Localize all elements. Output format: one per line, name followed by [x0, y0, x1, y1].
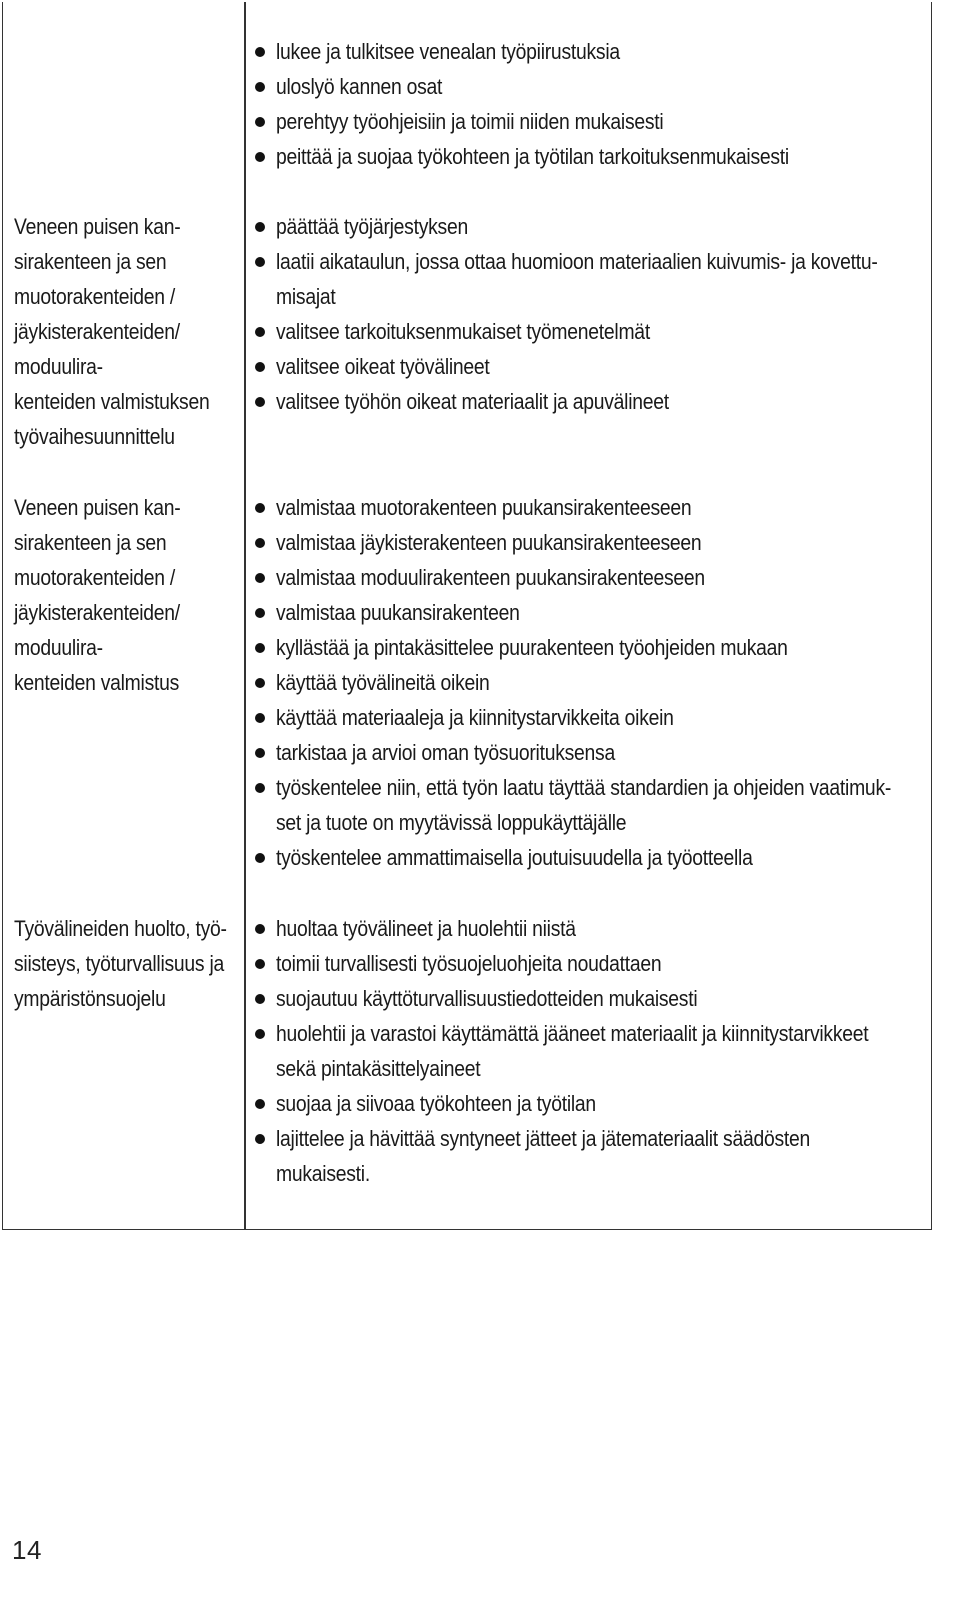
bullet-icon	[255, 82, 265, 92]
list-item: valmistaa jäykisterakenteen puukansirakenteeseen	[254, 525, 930, 560]
row-4-heading: Työvälineiden huolto, työ- siisteys, työturvallisuus ja ympäristönsuojelu	[14, 916, 227, 1011]
list-item: valitsee työhön oikeat materiaalit ja apuvälineet	[254, 384, 930, 419]
bullet-icon	[255, 117, 265, 127]
row-3-list	[254, 490, 930, 875]
list-item: huoltaa työvälineet ja huolehtii niistä	[254, 911, 930, 946]
bullet-icon	[255, 573, 265, 583]
bullet-icon	[255, 643, 265, 653]
bullet-icon	[255, 924, 265, 934]
row-2-list	[254, 209, 930, 419]
list-item: huolehtii ja varastoi käyttämättä jääneet materiaalit ja kiinnitystarvikkeet sekä pintakäsittelyaineet	[254, 1016, 930, 1086]
bullet-icon	[255, 362, 265, 372]
bullet-icon	[255, 713, 265, 723]
column-divider	[244, 2, 246, 1230]
list-item: käyttää työvälineitä oikein	[254, 665, 930, 700]
list-item: peittää ja suojaa työkohteen ja työtilan tarkoituksenmukaisesti	[254, 139, 930, 174]
list-item: lajittelee ja hävittää syntyneet jätteet ja jätemateriaalit säädösten mukaisesti.	[254, 1121, 930, 1191]
row-3-heading: Veneen puisen kan- sirakenteen ja sen muotorakenteiden / jäykisterakenteiden/ moduulira- kenteiden valmistus	[14, 495, 181, 695]
row-1-list	[254, 34, 930, 174]
bullet-icon	[255, 397, 265, 407]
list-item: työskentelee ammattimaisella joutuisuudella ja työotteella	[254, 840, 930, 875]
list-item: perehtyy työohjeisiin ja toimii niiden mukaisesti	[254, 104, 930, 139]
list-item: laatii aikataulun, jossa ottaa huomioon materiaalien kuivumis- ja kovettu- misajat	[254, 244, 930, 314]
bullet-icon	[255, 608, 265, 618]
bullet-icon	[255, 222, 265, 232]
bullet-icon	[255, 152, 265, 162]
list-item: valmistaa moduulirakenteen puukansirakenteeseen	[254, 560, 930, 595]
bullet-icon	[255, 959, 265, 969]
list-item: suojautuu käyttöturvallisuustiedotteiden mukaisesti	[254, 981, 930, 1016]
bullet-icon	[255, 1029, 265, 1039]
list-item: päättää työjärjestyksen	[254, 209, 930, 244]
list-item: valitsee oikeat työvälineet	[254, 349, 930, 384]
row-2-heading: Veneen puisen kan- sirakenteen ja sen muotorakenteiden / jäykisterakenteiden/ moduulira- kenteiden valmistuksen työvaihesuunnittelu	[14, 214, 210, 449]
list-item: valitsee tarkoituksenmukaiset työmenetelmät	[254, 314, 930, 349]
bullet-icon	[255, 748, 265, 758]
bullet-icon	[255, 678, 265, 688]
bullet-icon	[255, 994, 265, 1004]
page-number: 14	[12, 1535, 42, 1565]
list-item: valmistaa muotorakenteen puukansirakenteeseen	[254, 490, 930, 525]
bullet-icon	[255, 783, 265, 793]
list-item: uloslyö kannen osat	[254, 69, 930, 104]
list-item: työskentelee niin, että työn laatu täyttää standardien ja ohjeiden vaatimuk- set ja tuote on myytävissä loppukäyttäjälle	[254, 770, 930, 840]
bullet-icon	[255, 1099, 265, 1109]
list-item: tarkistaa ja arvioi oman työsuorituksensa	[254, 735, 930, 770]
bullet-icon	[255, 47, 265, 57]
list-item: lukee ja tulkitsee venealan työpiirustuksia	[254, 34, 930, 69]
bullet-icon	[255, 503, 265, 513]
row-4-list	[254, 911, 930, 1191]
list-item: toimii turvallisesti työsuojeluohjeita noudattaen	[254, 946, 930, 981]
bullet-icon	[255, 257, 265, 267]
bullet-icon	[255, 1134, 265, 1144]
bullet-icon	[255, 853, 265, 863]
bullet-icon	[255, 327, 265, 337]
list-item: suojaa ja siivoaa työkohteen ja työtilan	[254, 1086, 930, 1121]
list-item: kyllästää ja pintakäsittelee puurakenteen työohjeiden mukaan	[254, 630, 930, 665]
list-item: käyttää materiaaleja ja kiinnitystarvikkeita oikein	[254, 700, 930, 735]
list-item: valmistaa puukansirakenteen	[254, 595, 930, 630]
bullet-icon	[255, 538, 265, 548]
